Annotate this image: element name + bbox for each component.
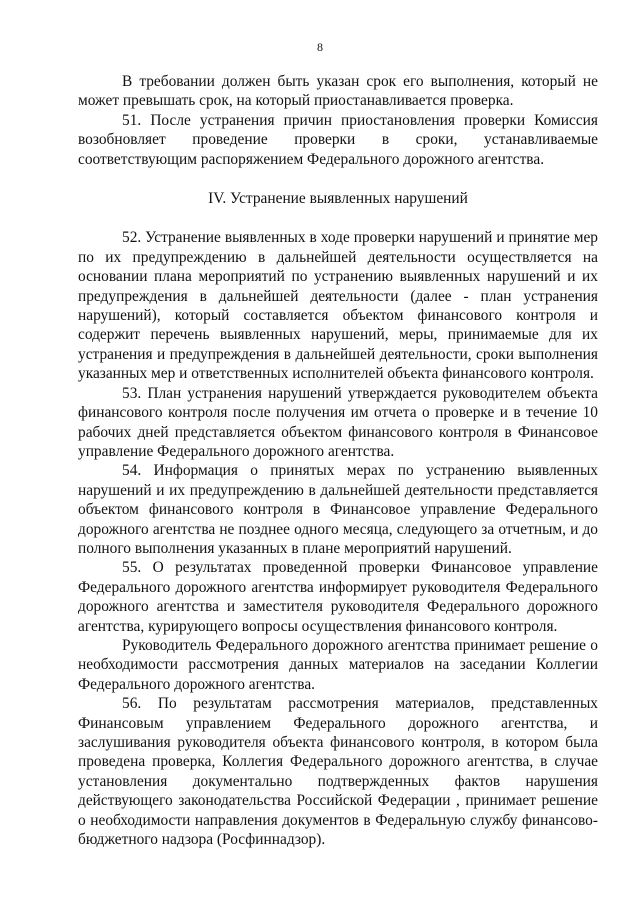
paragraph-55: 55. О результатах проведенной проверки Финансовое управление Федерального дорожного агентства информирует руководителя Федерального дорожного агентства и заместителя руководителя Федерального дорожного агентства, курирующего вопросы осуществления финансового контроля. bbox=[78, 559, 598, 635]
paragraph-52: 52. Устранение выявленных в ходе проверки нарушений и принятие мер по их предупреждению в дальнейшей деятельности осуществляется на основании плана мероприятий по устранению выявленных нарушений и их предупреждения в дальнейшей деятельности (далее - план устранения нарушений), который составляется объектом финансового контроля и содержит перечень выявленных нарушений, меры, принимаемые для их устранения и предупреждения в дальнейшей деятельности, сроки выполнения указанных мер и ответственных исполнителей объекта финансового контроля. bbox=[78, 229, 598, 383]
paragraph-53: 53. План устранения нарушений утверждается руководителем объекта финансового контроля после получения им отчета о проверке и в течение 10 рабочих дней представляется объектом финансового контроля в Финансовое управление Федерального дорожного агентства. bbox=[78, 384, 598, 460]
document-body bbox=[78, 72, 598, 849]
section-heading: IV. Устранение выявленных нарушений bbox=[208, 190, 468, 208]
page-number: 8 bbox=[317, 40, 323, 54]
paragraph-51: 51. После устранения причин приостановления проверки Комиссия возобновляет проведение проверки в сроки, устанавливаемые соответствующим распоряжением Федерального дорожного агентства. bbox=[78, 111, 598, 168]
paragraph-requirement-deadline: В требовании должен быть указан срок его выполнения, который не может превышать срок, на который приостанавливается проверка. bbox=[78, 73, 598, 110]
paragraph-56: 56. По результатам рассмотрения материалов, представленных Финансовым управлением Федерального дорожного агентства, и заслушивания руководителя объекта финансового контроля, в котором была проведена проверка, Коллегия Федерального дорожного агентства, в случае установления документально подтвержденных фактов нарушения действующего законодательства Российской Федерации , принимает решение о необходимости направления документов в Федеральную службу финансово-бюджетного надзора (Росфиннадзор). bbox=[78, 695, 598, 849]
paragraph-head-decision: Руководитель Федерального дорожного агентства принимает решение о необходимости рассмотрения данных материалов на заседании Коллегии Федерального дорожного агентства. bbox=[78, 636, 598, 693]
paragraph-54: 54. Информация о принятых мерах по устранению выявленных нарушений и их предупреждению в дальнейшей деятельности представляется объектом финансового контроля в Финансовое управление Федерального дорожного агентства не позднее одного месяца, следующего за отчетным, и до полного выполнения указанных в плане мероприятий нарушений. bbox=[78, 462, 598, 557]
